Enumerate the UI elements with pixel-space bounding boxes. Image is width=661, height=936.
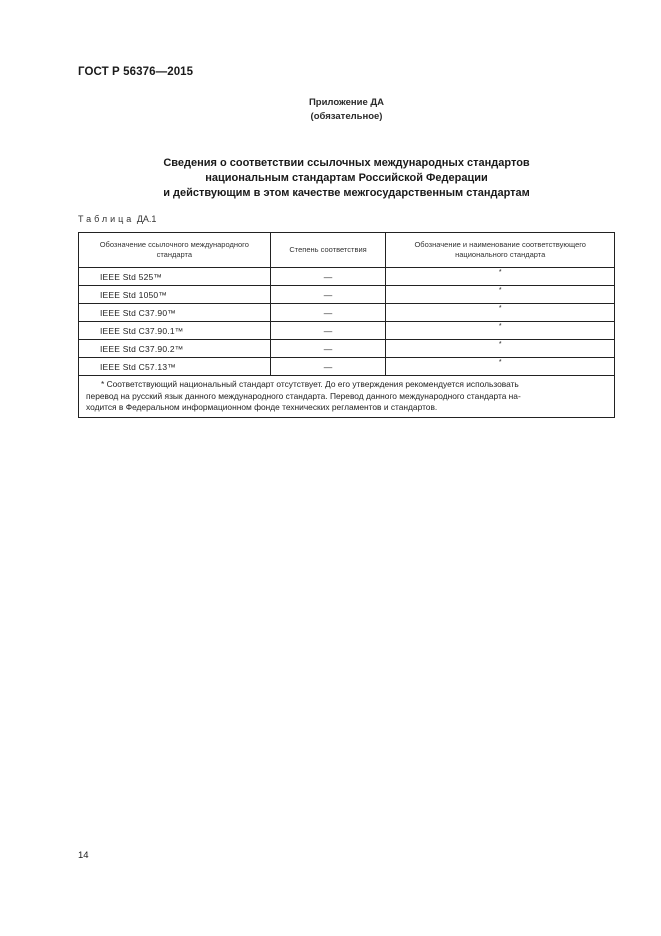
cell-degree: — — [270, 340, 386, 358]
cell-reference: IEEE Std C37.90.1™ — [79, 322, 271, 340]
column-header-reference: Обозначение ссылочного международного стандарта — [79, 233, 271, 268]
cell-national: * — [386, 268, 615, 286]
footnote-line: ходится в Федеральном информационном фонде технических регламентов и стандартов. — [86, 402, 438, 412]
page-number: 14 — [78, 850, 89, 861]
appendix-title: Приложение ДА — [308, 97, 385, 108]
cell-degree: — — [270, 286, 386, 304]
footnote-line: * Соответствующий национальный стандарт отсутствует. До его утверждения рекомендуется использовать — [101, 379, 519, 389]
cell-national: * — [386, 322, 615, 340]
cell-degree: — — [270, 304, 386, 322]
column-header-degree: Степень соответствия — [270, 233, 386, 268]
section-title — [0, 156, 661, 201]
table-header-row — [79, 233, 615, 268]
table-note-row — [79, 376, 615, 418]
table-row — [79, 268, 615, 286]
table-caption — [78, 214, 156, 224]
table-caption-id: ДА.1 — [136, 214, 157, 224]
column-header-national: Обозначение и наименование соответствующего национального стандарта — [386, 233, 615, 268]
table-row — [79, 286, 615, 304]
appendix-status: (обязательное) — [310, 111, 383, 122]
cell-reference: IEEE Std 525™ — [79, 268, 271, 286]
standards-table — [78, 232, 615, 418]
section-title-line: национальным стандартам Российской Федерации — [205, 172, 488, 184]
table-row — [79, 304, 615, 322]
table-footnote — [79, 376, 615, 418]
cell-national: * — [386, 304, 615, 322]
section-title-line: и действующим в этом качестве межгосударственным стандартам — [163, 187, 530, 199]
cell-reference: IEEE Std 1050™ — [79, 286, 271, 304]
appendix-heading — [0, 96, 661, 124]
cell-national: * — [386, 286, 615, 304]
cell-reference: IEEE Std C37.90.2™ — [79, 340, 271, 358]
cell-degree: — — [270, 322, 386, 340]
cell-reference: IEEE Std C37.90™ — [79, 304, 271, 322]
document-id: ГОСТ Р 56376—2015 — [78, 66, 194, 78]
cell-national: * — [386, 340, 615, 358]
table-caption-label: Таблица — [78, 214, 135, 224]
cell-national: * — [386, 358, 615, 376]
cell-degree: — — [270, 268, 386, 286]
section-title-line: Сведения о соответствии ссылочных международных стандартов — [163, 157, 530, 169]
table-row — [79, 358, 615, 376]
cell-degree: — — [270, 358, 386, 376]
footnote-line: перевод на русский язык данного международного стандарта. Перевод данного международного стандарта на- — [86, 390, 521, 401]
table-row — [79, 322, 615, 340]
table-row — [79, 340, 615, 358]
cell-reference: IEEE Std C57.13™ — [79, 358, 271, 376]
